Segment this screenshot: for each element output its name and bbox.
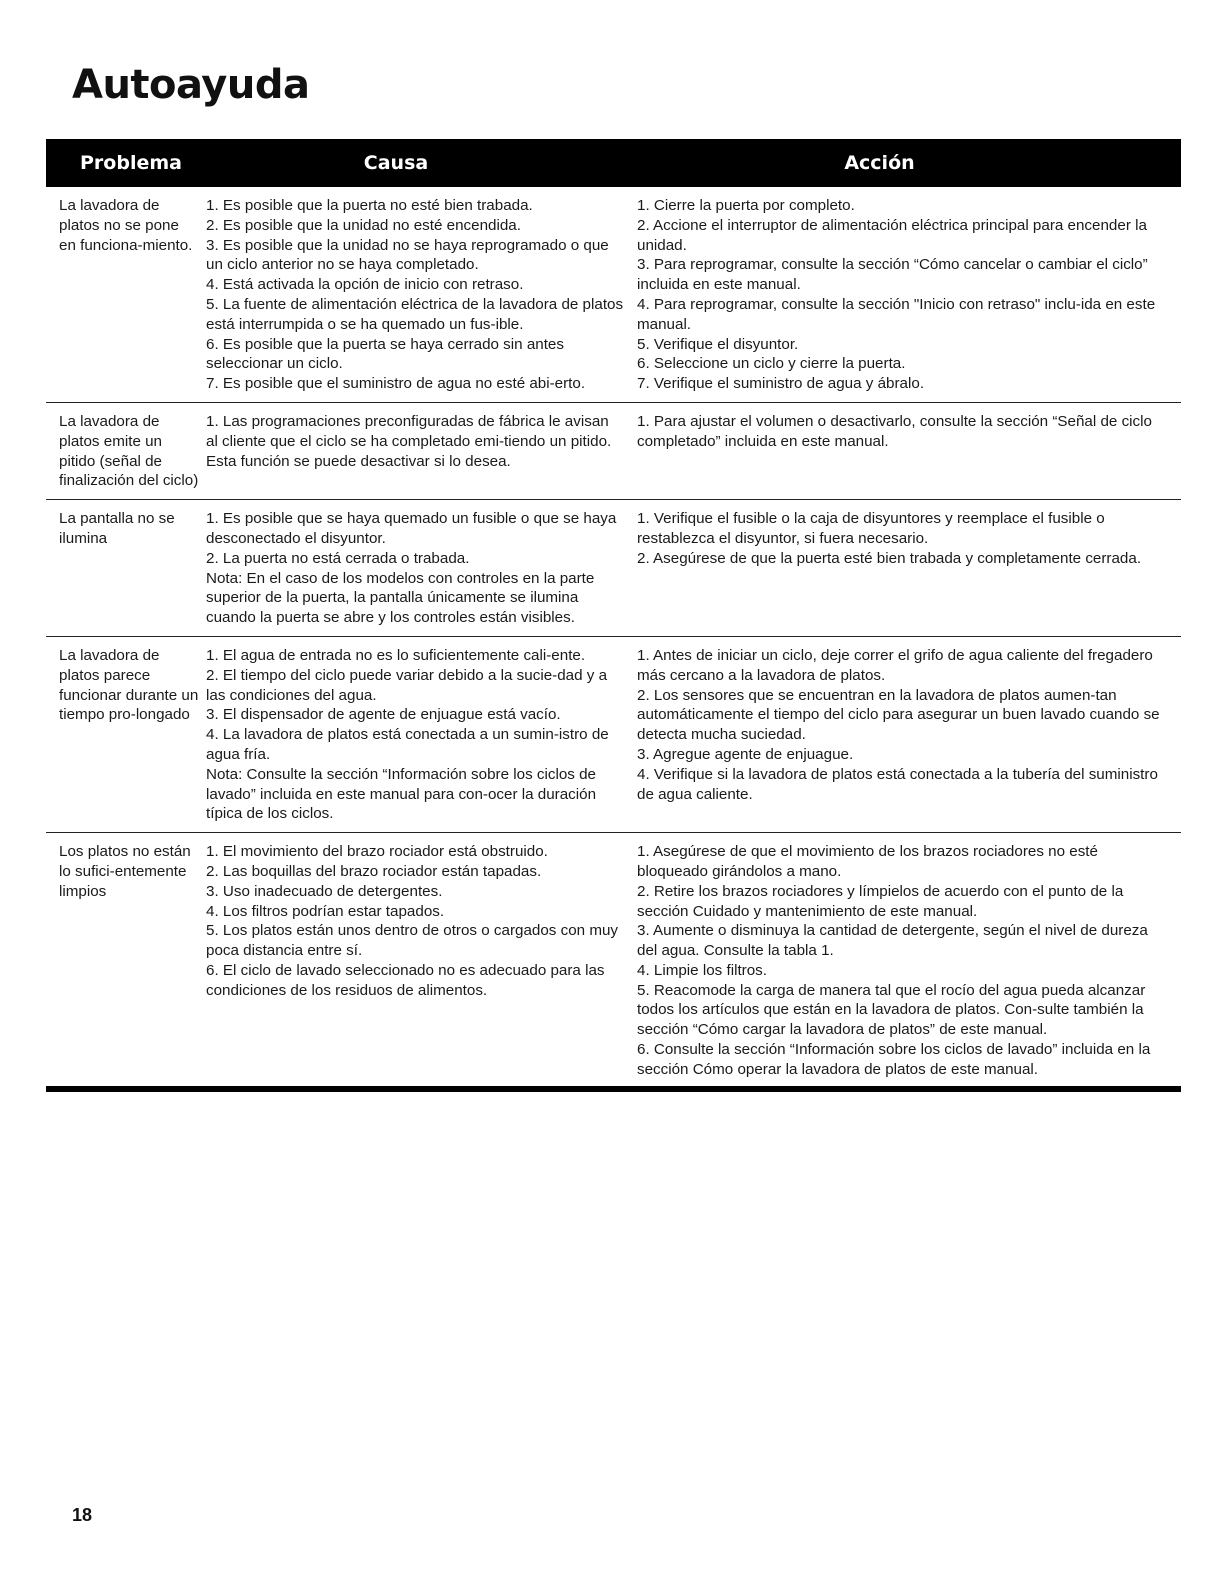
problema-cell: Los platos no están lo sufici-entemente limpios	[59, 843, 191, 900]
accion-line: 2. Los sensores que se encuentran en la lavadora de platos aumen-tan automáticamente el tiempo del ciclo para asegurar un buen lavado cuando se detecta mucha suciedad.	[637, 686, 1160, 744]
accion-cell	[636, 196, 1181, 394]
problema-cell: La lavadora de platos parece funcionar durante un tiempo pro-longado	[59, 646, 199, 724]
accion-line: 1. Cierre la puerta por completo.	[637, 197, 855, 214]
causa-line: 3. El dispensador de agente de enjuague está vacío.	[206, 706, 561, 724]
accion-line: 3. Para reprogramar, consulte la sección “Cómo cancelar o cambiar el ciclo” incluida en este manual.	[637, 256, 1148, 294]
causa-line: 1. Es posible que se haya quemado un fusible o que se haya desconectado el disyuntor.	[206, 510, 617, 547]
causa-line: 3. Es posible que la unidad no se haya reprogramado o que un ciclo anterior no se haya completado.	[206, 236, 609, 274]
causa-cell	[204, 412, 636, 491]
accion-cell	[636, 412, 1181, 491]
table-row	[46, 187, 1181, 403]
causa-line: 3. Uso inadecuado de detergentes.	[206, 882, 443, 900]
accion-line: 3. Agregue agente de enjuague.	[637, 745, 854, 763]
causa-line: 2. Las boquillas del brazo rociador están tapadas.	[206, 862, 542, 880]
causa-cell	[204, 842, 636, 1080]
problema-cell: La lavadora de platos emite un pitido (señal de finalización del ciclo)	[59, 412, 199, 490]
accion-line: 1. Para ajustar el volumen o desactivarlo, consulte la sección “Señal de ciclo completado” incluida en este manual.	[637, 412, 1152, 450]
header-accion: Acción	[844, 152, 915, 174]
accion-cell	[636, 842, 1181, 1080]
accion-line: 7. Verifique el suministro de agua y ábralo.	[637, 375, 925, 393]
problema-cell: La pantalla no se ilumina	[59, 510, 175, 547]
causa-cell	[204, 646, 636, 824]
accion-line: 4. Verifique si la lavadora de platos está conectada a la tubería del suministro de agua caliente.	[637, 765, 1158, 803]
accion-line: 1. Antes de iniciar un ciclo, deje correr el grifo de agua caliente del fregadero más cercano a la lavadora de platos.	[637, 646, 1153, 684]
causa-line: 1. El agua de entrada no es lo suficientemente cali-ente.	[206, 646, 586, 664]
causa-cell	[204, 196, 636, 394]
table-row	[46, 637, 1181, 833]
table-row	[46, 403, 1181, 500]
accion-line: 1. Verifique el fusible o la caja de disyuntores y reemplace el fusible o restablezca el disyuntor, si fuera necesario.	[637, 510, 1105, 547]
accion-cell	[636, 646, 1181, 824]
causa-line: 6. Es posible que la puerta se haya cerrado sin antes seleccionar un ciclo.	[206, 335, 564, 373]
troubleshooting-table	[46, 139, 1181, 1092]
accion-line: 2. Asegúrese de que la puerta esté bien trabada y completamente cerrada.	[637, 549, 1142, 567]
header-problema: Problema	[80, 152, 182, 174]
accion-line: 4. Para reprogramar, consulte la sección "Inicio con retraso" inclu-ida en este manual.	[637, 295, 1156, 333]
accion-line: 2. Retire los brazos rociadores y límpielos de acuerdo con el punto de la sección Cuidado y mantenimiento de este manual.	[637, 882, 1124, 920]
causa-line: 4. La lavadora de platos está conectada a un sumin-istro de agua fría.	[206, 726, 609, 763]
causa-line: 4. Está activada la opción de inicio con retraso.	[206, 276, 524, 294]
accion-line: 5. Verifique el disyuntor.	[637, 335, 799, 353]
causa-line: 2. El tiempo del ciclo puede variar debido a la sucie-dad y a las condiciones del agua.	[206, 666, 608, 704]
accion-line: 2. Accione el interruptor de alimentación eléctrica principal para encender la unidad.	[637, 216, 1147, 254]
problema-cell: La lavadora de platos no se pone en funciona-miento.	[59, 197, 193, 254]
causa-note: Nota: En el caso de los modelos con controles en la parte superior de la puerta, la pantalla únicamente se ilumina cuando la puerta se abre y los controles están visibles.	[206, 569, 595, 627]
causa-line: 1. El movimiento del brazo rociador está obstruido.	[206, 843, 548, 861]
causa-line: 5. Los platos están unos dentro de otros o cargados con muy poca distancia entre sí.	[206, 922, 619, 960]
accion-line: 6. Seleccione un ciclo y cierre la puerta.	[637, 355, 906, 373]
accion-line: 6. Consulte la sección “Información sobre los ciclos de lavado” incluida en la sección Cómo operar la lavadora de platos de este manual.	[637, 1041, 1151, 1078]
causa-line: 1. Es posible que la puerta no esté bien trabada.	[206, 197, 533, 214]
accion-line: 5. Reacomode la carga de manera tal que el rocío del agua pueda alcanzar todos los artículos que están en la lavadora de platos. Con-sulte también la sección “Cómo cargar la lavadora de platos” de este manual.	[637, 981, 1146, 1039]
accion-line: 1. Asegúrese de que el movimiento de los brazos rociadores no esté bloqueado girándolos a mano.	[637, 843, 1098, 880]
causa-line: 5. La fuente de alimentación eléctrica de la lavadora de platos está interrumpida o se ha quemado un fus-ible.	[206, 295, 624, 333]
header-causa: Causa	[363, 152, 429, 174]
causa-line: 1. Las programaciones preconfiguradas de fábrica le avisan al cliente que el ciclo se ha completado emi-tiendo un pitido. Esta función se puede desactivar si lo desea.	[206, 412, 612, 470]
accion-line: 3. Aumente o disminuya la cantidad de detergente, según el nivel de dureza del agua. Consulte la tabla 1.	[637, 922, 1148, 960]
accion-cell	[636, 509, 1181, 628]
accion-line: 4. Limpie los filtros.	[637, 961, 767, 979]
causa-cell	[204, 509, 636, 628]
table-row	[46, 500, 1181, 637]
causa-line: 2. La puerta no está cerrada o trabada.	[206, 549, 470, 567]
causa-note: Nota: Consulte la sección “Información sobre los ciclos de lavado” incluida en este manual para con-ocer la duración típica de los ciclos.	[206, 765, 597, 823]
table-row	[46, 833, 1181, 1092]
causa-line: 4. Los filtros podrían estar tapados.	[206, 902, 445, 920]
causa-line: 2. Es posible que la unidad no esté encendida.	[206, 216, 521, 234]
causa-line: 7. Es posible que el suministro de agua no esté abi-erto.	[206, 375, 586, 393]
table-header	[46, 139, 1181, 187]
page-number: 18	[72, 1505, 93, 1525]
page-title: Autoayuda	[72, 62, 310, 108]
causa-line: 6. El ciclo de lavado seleccionado no es adecuado para las condiciones de los residuos de alimentos.	[206, 961, 605, 999]
